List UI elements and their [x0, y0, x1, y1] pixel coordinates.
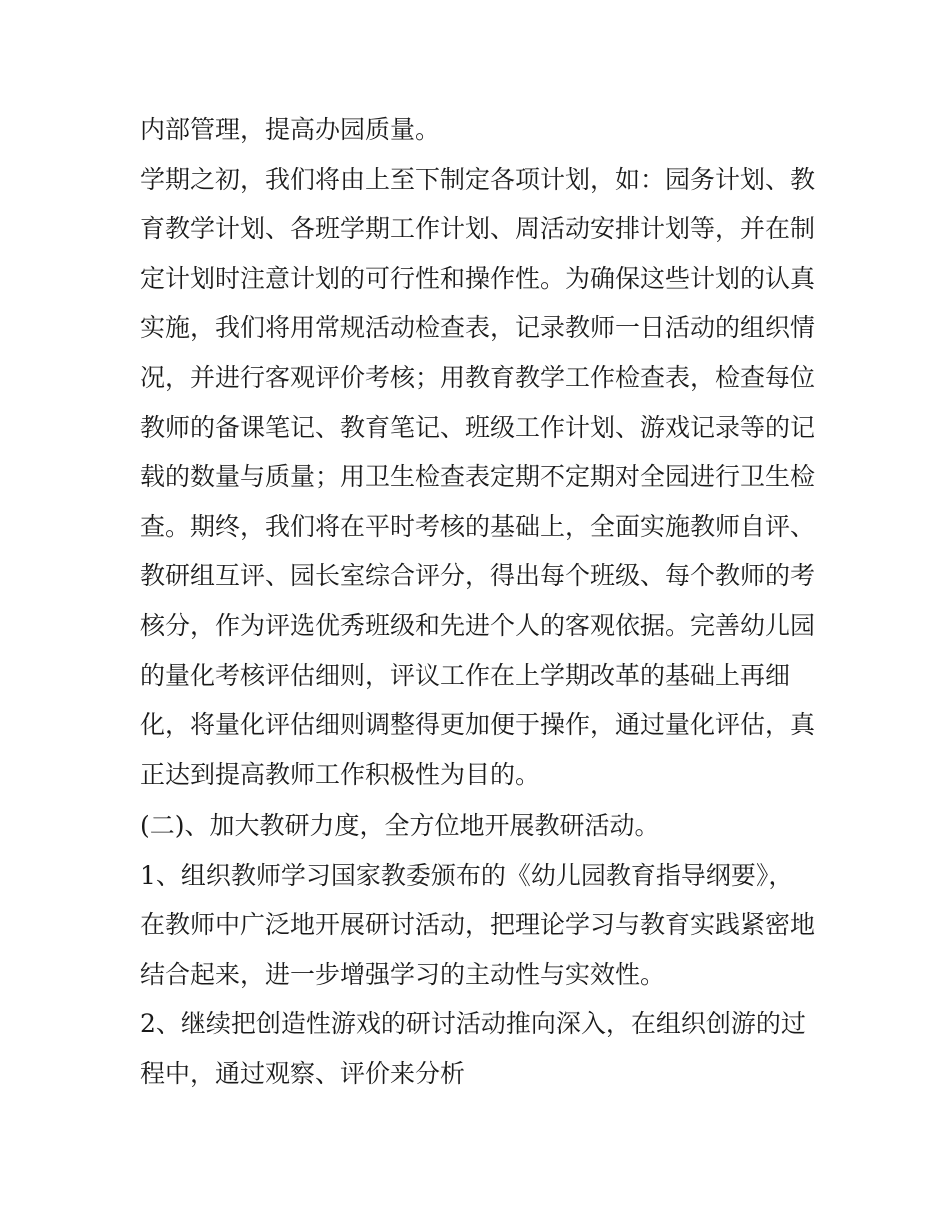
text-line: 化，将量化评估细则调整得更加便于操作，通过量化评估，真	[140, 710, 816, 739]
list-item-line: 2、继续把创造性游戏的研讨活动推向深入，在组织创游的过	[140, 1009, 806, 1038]
text-line: 结合起来，进一步增强学习的主动性与实效性。	[140, 960, 666, 989]
text-line: 的量化考核评估细则，评议工作在上学期改革的基础上再细	[140, 661, 791, 690]
text-line: 教研组互评、园长室综合评分，得出每个班级、每个教师的考	[140, 561, 816, 590]
text-line: 载的数量与质量；用卫生检查表定期不定期对全园进行卫生检	[140, 462, 816, 491]
text-line: 学期之初，我们将由上至下制定各项计划，如：园务计划、教	[140, 165, 816, 194]
section-heading: (二)、加大教研力度，全方位地开展教研活动。	[140, 811, 660, 840]
text-line: 教师的备课笔记、教育笔记、班级工作计划、游戏记录等的记	[140, 413, 816, 442]
list-item-line: 1、组织教师学习国家教委颁布的《幼儿园教育指导纲要》，	[140, 861, 794, 890]
text-line: 定计划时注意计划的可行性和操作性。为确保这些计划的认真	[140, 264, 816, 293]
text-line: 况，并进行客观评价考核；用教育教学工作检查表，检查每位	[140, 363, 816, 392]
text-line: 查。期终，我们将在平时考核的基础上，全面实施教师自评、	[140, 512, 816, 541]
text-line: 实施，我们将用常规活动检查表，记录教师一日活动的组织情	[140, 313, 816, 342]
text-line: 核分，作为评选优秀班级和先进个人的客观依据。完善幼儿园	[140, 611, 816, 640]
text-line: 正达到提高教师工作积极性为目的。	[140, 760, 541, 789]
text-line: 在教师中广泛地开展研讨活动，把理论学习与教育实践紧密地	[140, 910, 816, 939]
text-line: 程中，通过观察、评价来分析	[140, 1059, 466, 1088]
text-line: 育教学计划、各班学期工作计划、周活动安排计划等，并在制	[140, 214, 816, 243]
text-line: 内部管理，提高办园质量。	[140, 115, 441, 144]
